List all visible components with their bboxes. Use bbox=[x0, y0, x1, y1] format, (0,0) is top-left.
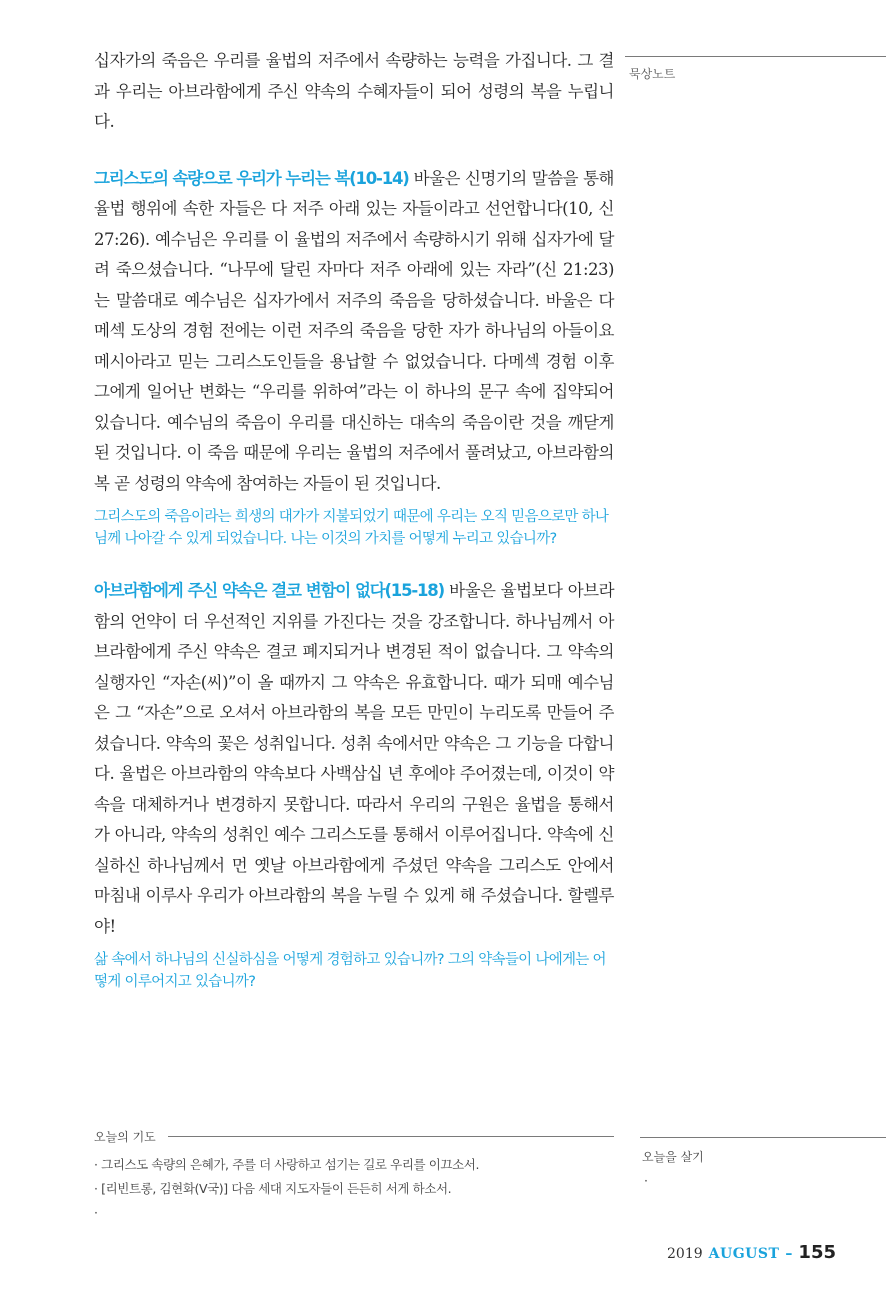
page-footer bbox=[667, 1242, 836, 1263]
footer-dash: – bbox=[785, 1246, 793, 1262]
page-number: 155 bbox=[798, 1242, 836, 1263]
prayer-item: · [리빈트롱, 김현화(V국)] 다음 세대 지도자들이 든든히 서게 하소서. bbox=[94, 1181, 452, 1196]
section-paragraph bbox=[94, 164, 614, 500]
living-today-panel bbox=[640, 1137, 886, 1188]
intro-paragraph: 십자가의 죽음은 우리를 율법의 저주에서 속량하는 능력을 가집니다. 그 결과 우리는 아브라함에게 주신 약속의 수혜자들이 되어 성령의 복을 누립니다. bbox=[94, 51, 614, 131]
article bbox=[94, 46, 614, 993]
meditation-notes-label: 묵상노트 bbox=[629, 67, 676, 81]
section-body: 바울은 율법보다 아브라함의 언약이 더 우선적인 지위를 가진다는 것을 강조합니다. 하나님께서 아브라함에게 주신 약속은 결코 폐지되거나 변경된 적이 없습니다. 그 약속의 실행자인 “자손(씨)”이 올 때까지 그 약속은 유효합니다. 때가 되매 예수님은 그 “자손”으로 오셔서 아브라함의 복을 모든 만민이 누리도록 만들어 주셨습니다. 약속의 꽃은 성취입니다. 성취 속에서만 약속은 그 기능을 다합니다. 율법은 아브라함의 약속보다 사백삼십 년 후에야 주어졌는데, 이것이 약속을 대체하거나 변경하지 못합니다. 따라서 우리의 구원은 율법을 통해서가 아니라, 약속의 성취인 예수 그리스도를 통해서 이루어집니다. 약속에 신실하신 하나님께서 먼 옛날 아브라함에게 주셨던 약속을 그리스도 안에서 마침내 이루사 우리가 아브라함의 복을 누릴 수 있게 해 주셨습니다. 할렐루야! bbox=[94, 581, 615, 936]
prayer-title: 오늘의 기도 bbox=[94, 1130, 156, 1144]
section-heading: 그리스도의 속량으로 우리가 누리는 복(10-14) bbox=[94, 168, 409, 188]
meditation-notes-panel bbox=[625, 56, 886, 82]
divider bbox=[640, 1137, 886, 1138]
todays-prayer bbox=[94, 1128, 614, 1225]
reflection-question: 그리스도의 죽음이라는 희생의 대가가 지불되었기 때문에 우리는 오직 믿음으로만 하나님께 나아갈 수 있게 되었습니다. 나는 이것의 가치를 어떻게 누리고 있습니까? bbox=[94, 509, 609, 547]
living-today-title: 오늘을 살기 bbox=[642, 1150, 704, 1164]
section-heading: 아브라함에게 주신 약속은 결코 변함이 없다(15-18) bbox=[94, 581, 444, 600]
section-body: 바울은 신명기의 말씀을 통해 율법 행위에 속한 자들은 다 저주 아래 있는 자들이라고 선언합니다(10, 신 27:26). 예수님은 우리를 이 율법의 저주에서 속량하시기 위해 십자가에 달려 죽으셨습니다. “나무에 달린 자마다 저주 아래에 있는 자라”(신 21:23)는 말씀대로 예수님은 십자가에서 저주의 죽음을 당하셨습니다. 바울은 다메섹 도상의 경험 전에는 이런 저주의 죽음을 당한 자가 하나님의 아들이요 메시아라고 믿는 그리스도인들을 용납할 수 없었습니다. 다메섹 경험 이후 그에게 일어난 변화는 “우리를 위하여”라는 이 하나의 문구 속에 집약되어 있습니다. 예수님의 죽음이 우리를 대신하는 대속의 죽음이란 것을 깨닫게 된 것입니다. 이 죽음 때문에 우리는 율법의 저주에서 풀려났고, 아브라함의 복 곧 성령의 약속에 참여하는 자들이 된 것입니다. bbox=[94, 168, 614, 493]
divider bbox=[625, 56, 886, 57]
footer-month: AUGUST bbox=[708, 1246, 780, 1262]
prayer-item: · bbox=[94, 1205, 98, 1220]
divider bbox=[168, 1136, 614, 1137]
living-bullet: · bbox=[644, 1173, 648, 1188]
section-paragraph bbox=[94, 576, 614, 942]
footer-year: 2019 bbox=[667, 1246, 703, 1262]
reflection-question: 삶 속에서 하나님의 신실하심을 어떻게 경험하고 있습니까? 그의 약속들이 나에게는 어떻게 이루어지고 있습니까? bbox=[94, 952, 606, 990]
prayer-item: · 그리스도 속량의 은혜가, 주를 더 사랑하고 섬기는 길로 우리를 이끄소서. bbox=[94, 1157, 480, 1172]
